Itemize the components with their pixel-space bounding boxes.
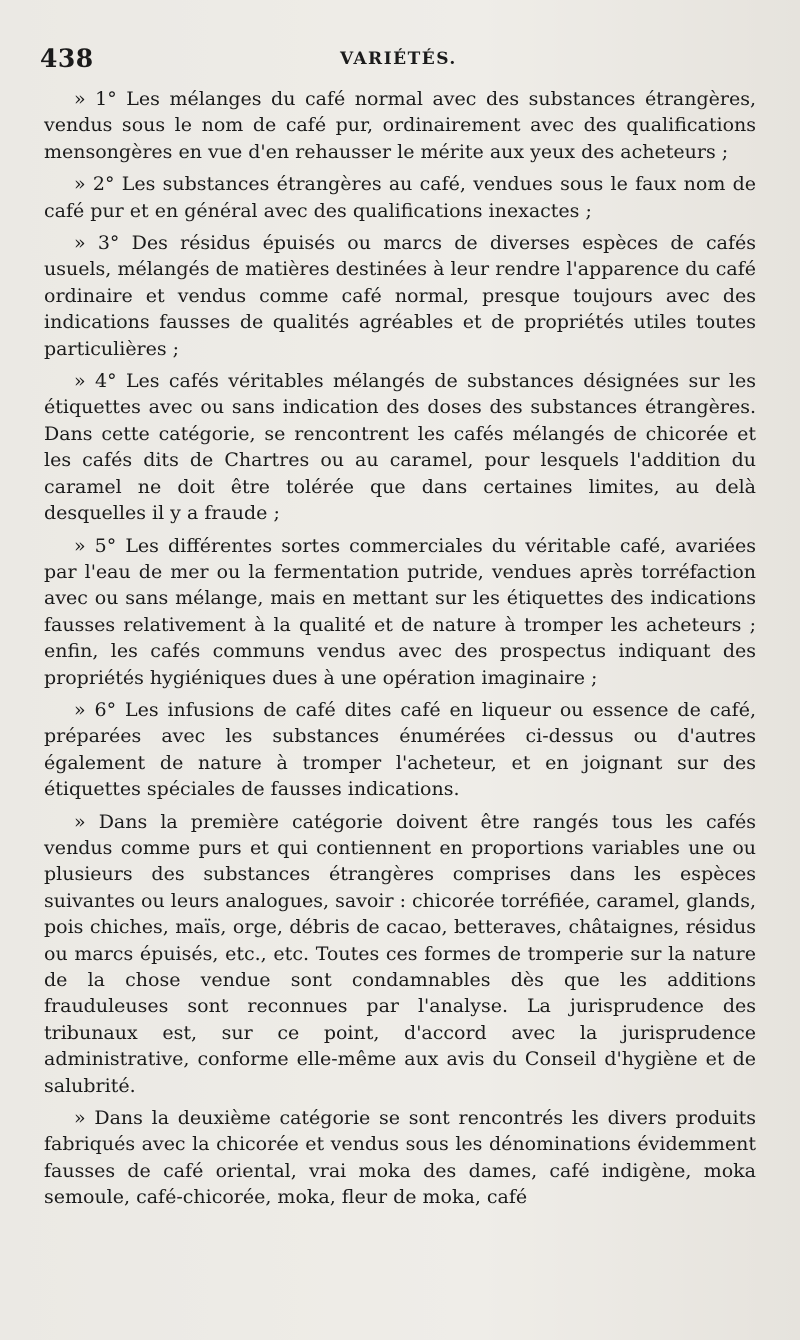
paragraph-premiere-categorie: » Dans la première catégorie doivent être rangés tous les cafés vendus comme purs et qui contiennent en proportions variables une ou plusieurs des substances étrangères comprises dans les espèces suivantes ou leurs analogues, savoir : chicorée torréfiée, caramel, glands, pois chiches, maïs, orge, débris de cacao, betteraves, châtaignes, résidus ou marcs épuisés, etc., etc. Toutes ces formes de tromperie sur la nature de la chose vendue sont condamnables dès que les additions frauduleuses sont reconnues par l'analyse. La jurisprudence des tribunaux est, sur ce point, d'accord avec la jurisprudence administrative, conforme elle-même aux avis du Conseil d'hygiène et de salubrité. (44, 810, 756, 1097)
list-item-1: » 1° Les mélanges du café normal avec des substances étrangères, vendus sous le nom de café pur, ordinairement avec des qualifications mensongères en vue d'en rehausser le mérite aux yeux des acheteurs ; (44, 88, 756, 163)
list-item-6: » 6° Les infusions de café dites café en liqueur ou essence de café, préparées avec les substances énumérées ci-dessus ou d'autres également de nature à tromper l'acheteur, et en joignant sur des étiquettes spéciales de fausses indications. (44, 698, 756, 801)
page-number: 438 (40, 44, 94, 73)
list-item-2: » 2° Les substances étrangères au café, vendues sous le faux nom de café pur et en général avec des qualifications inexactes ; (44, 173, 756, 222)
paragraph-deuxieme-categorie: » Dans la deuxième catégorie se sont rencontrés les divers produits fabriqués avec la chicorée et vendus sous les dénominations évidemment fausses de café oriental, vrai moka des dames, café indigène, moka semoule, café-chicorée, moka, fleur de moka, café (44, 1107, 756, 1209)
list-item-4: » 4° Les cafés véritables mélangés de substances désignées sur les étiquettes avec ou sans indication des doses des substances étrangères. Dans cette catégorie, se rencontrent les cafés mélangés de chicorée et les cafés dits de Chartres ou au caramel, pour lesquels l'addition du caramel ne doit être tolérée que dans certaines limites, au delà desquelles il y a fraude ; (44, 370, 756, 525)
page-header (40, 44, 760, 76)
list-item-5: » 5° Les différentes sortes commerciales du véritable café, avariées par l'eau de mer ou la fermentation putride, vendues après torréfaction avec ou sans mélange, mais en mettant sur les étiquettes des indications fausses relativement à la qualité et de nature à tromper les acheteurs ; enfin, les cafés communs vendus avec des prospectus indiquant des propriétés hygiéniques dues à une opération imaginaire ; (44, 534, 756, 689)
running-head: VARIÉTÉS. (340, 49, 457, 69)
list-item-3: » 3° Des résidus épuisés ou marcs de diverses espèces de cafés usuels, mélangés de matières destinées à leur rendre l'apparence du café ordinaire et vendus comme café normal, presque toujours avec des indications fausses de qualités agréables et de propriétés utiles toutes particulières ; (44, 232, 756, 360)
body-text (44, 86, 756, 1211)
